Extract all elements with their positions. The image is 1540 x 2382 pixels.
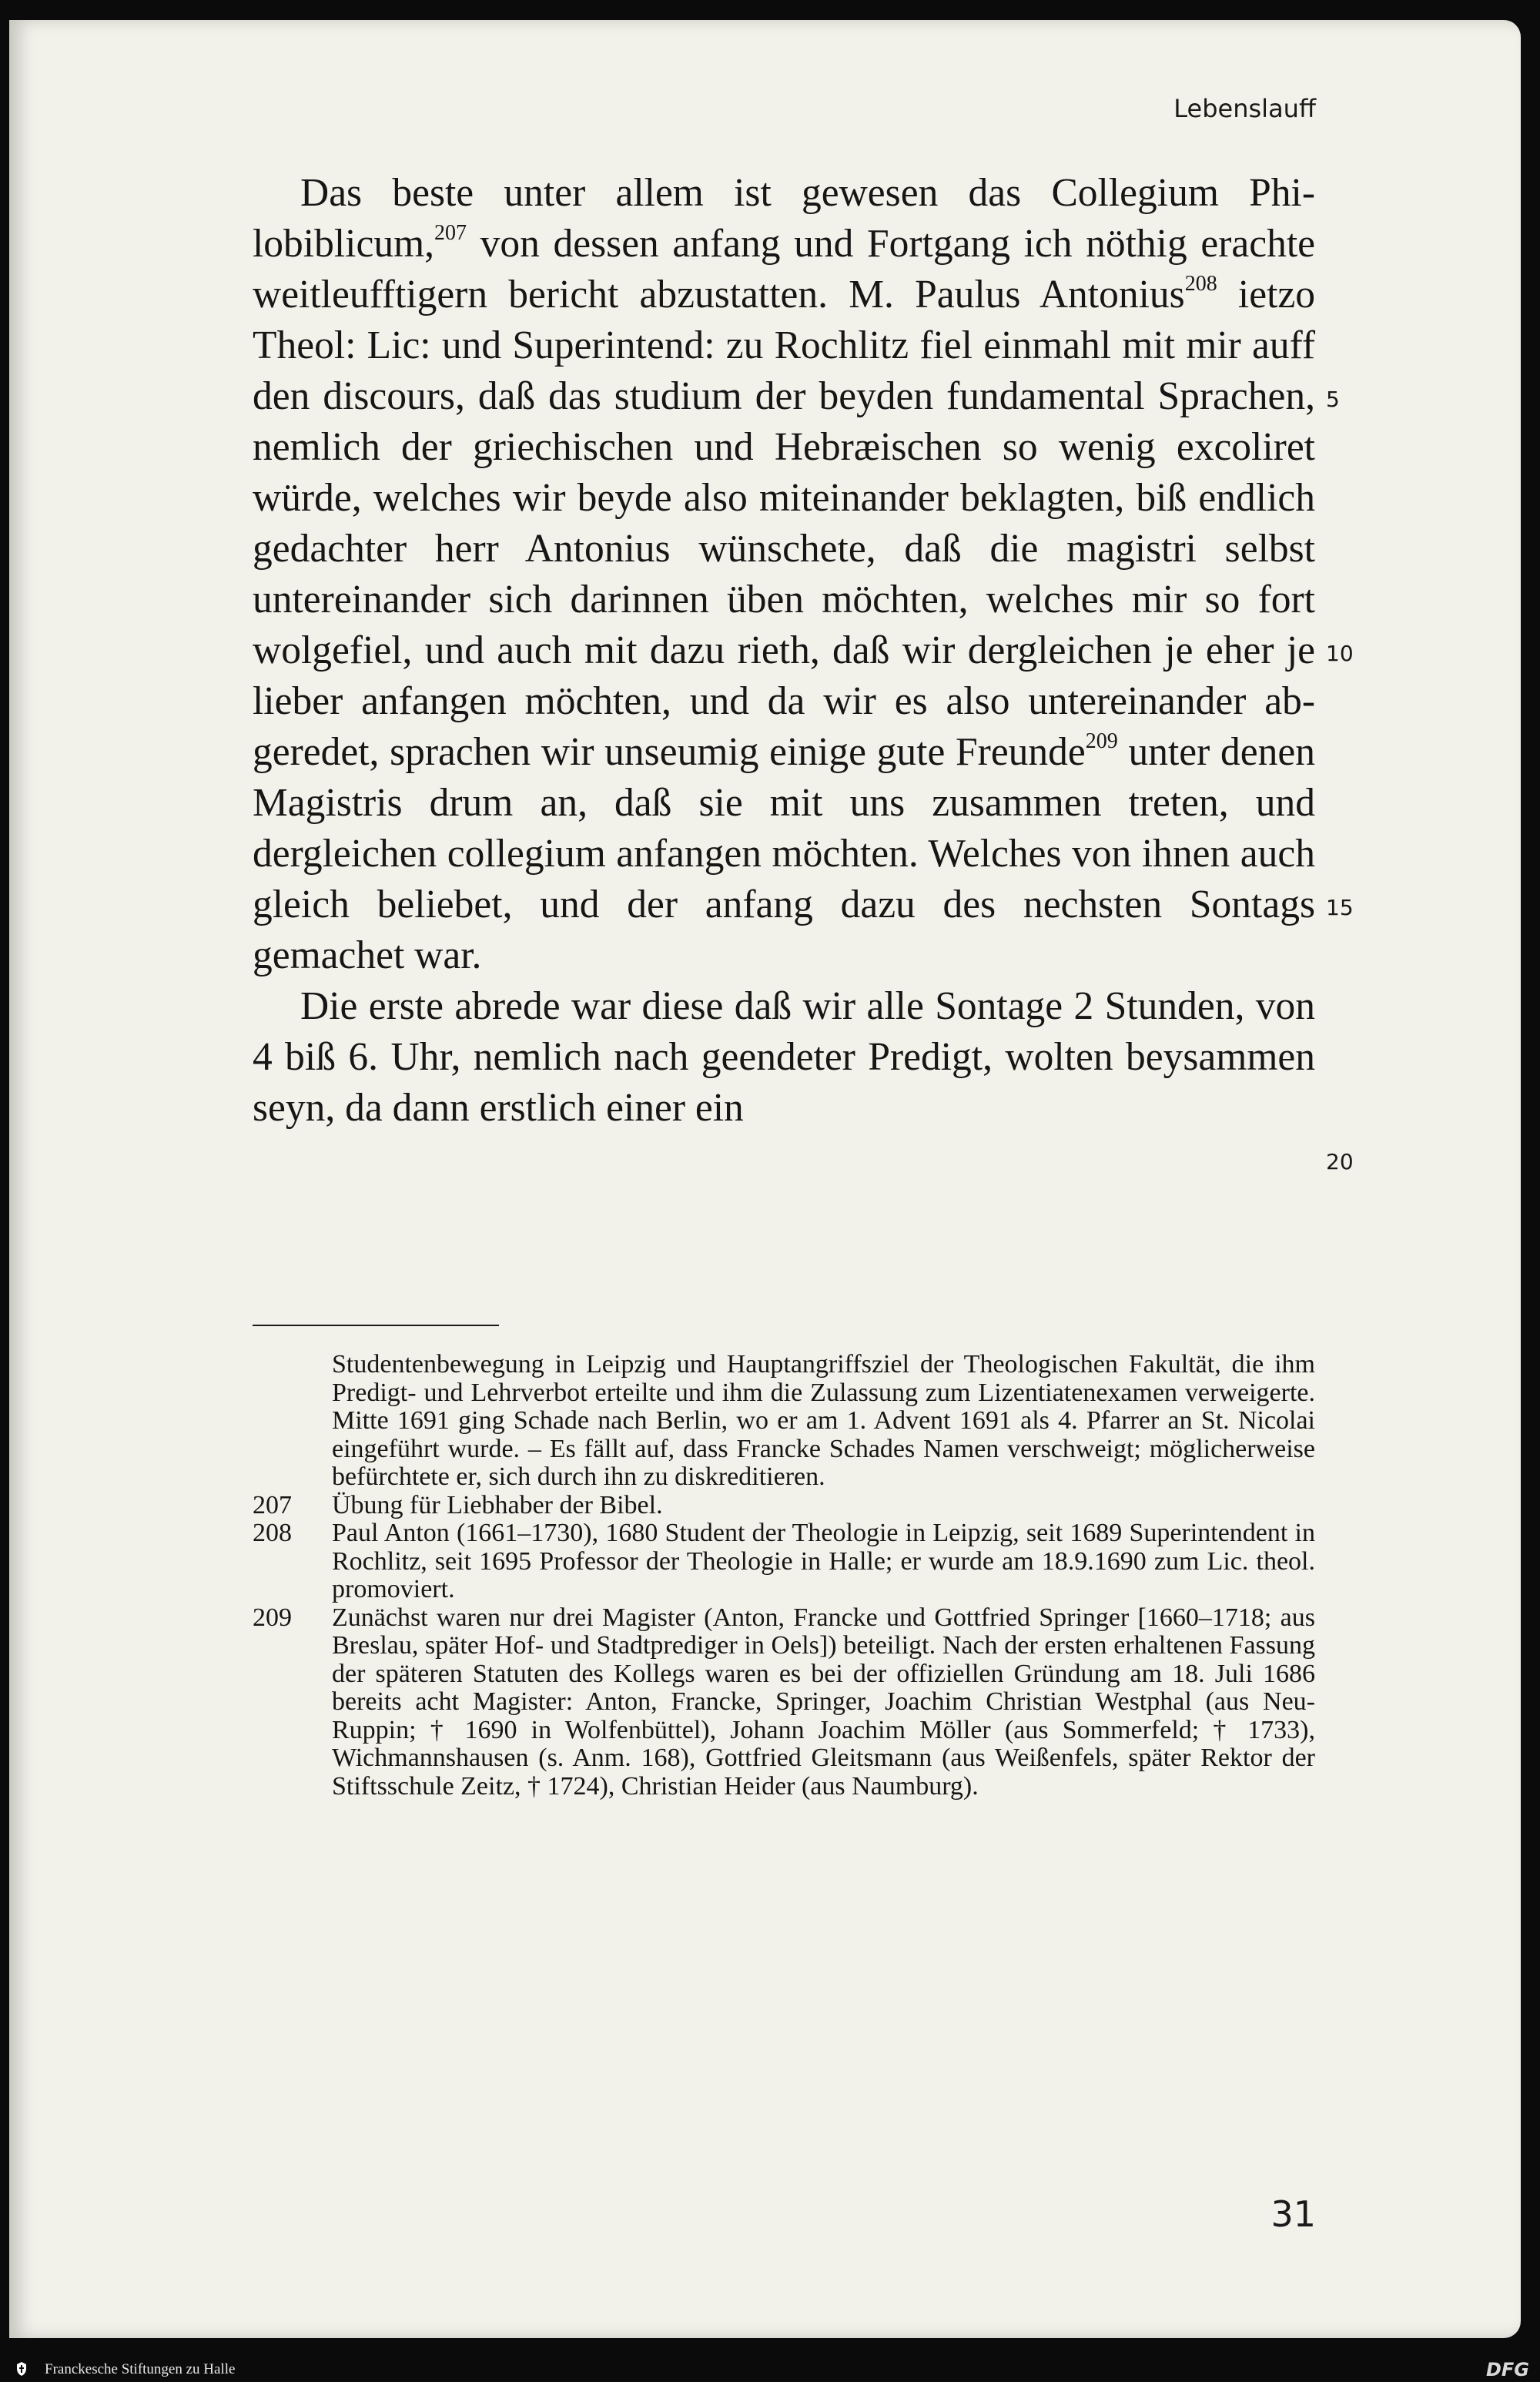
line-number: 5 — [1326, 387, 1340, 412]
institution-name: Franckesche Stiftungen zu Halle — [45, 2361, 236, 2377]
running-head: Lebenslauff — [1173, 94, 1316, 123]
text-run: unter denen Magistris drum an, daß sie mit uns zusammen treten, und dergleichen collegium anfangen möchten. Welches von ihnen auch gleich beliebet, und der anfang dazu des nechsten Sontags gemachet war. — [253, 730, 1315, 977]
footnote-number: 208 — [253, 1519, 292, 1547]
line-number: 20 — [1326, 1149, 1354, 1174]
book-page — [9, 20, 1521, 2338]
footnote-number: 209 — [253, 1603, 292, 1632]
footnote — [253, 1492, 1315, 1520]
footnote-text: Paul Anton (1661–1730), 1680 Student der Theologie in Leipzig, seit 1689 Superintendent in Rochlitz, seit 1695 Professor der Theologie in Halle; er wurde am 18.9.1690 zum Lic. theol. promoviert. — [332, 1519, 1315, 1603]
footnote-divider — [253, 1325, 499, 1326]
page-number: 31 — [1270, 2193, 1316, 2235]
footnote-number: 207 — [253, 1490, 292, 1519]
footnote-number — [253, 1351, 332, 1492]
footnote-marker: 209 — [1085, 729, 1118, 753]
paragraph — [253, 168, 1315, 981]
footnote-marker: 208 — [1184, 272, 1217, 296]
footnotes — [253, 1351, 1315, 1801]
footnote-text: Zunächst waren nur drei Magister (Anton, Francke und Gottfried Springer [1660–1718; aus Breslau, später Hof- und Stadtprediger in Oels]) beteiligt. Nach der ersten erhaltenen Fassung der späteren Statuten des Kollegs waren es bei der offiziellen Gründung am 18. Juli 1686 bereits acht Magister: Anton, Francke, Springer, Joachim Christian Westphal (aus Neu-Ruppin; † 1690 in Wolfenbüttel), Johann Joachim Möller (aus Sommerfeld; † 1733), Wichmannshausen (s. Anm. 168), Gottfried Gleitsmann (aus Weißenfels, später Rektor der Stiftsschule Zeitz, † 1724), Christian Heider (aus Naumburg). — [332, 1603, 1315, 1801]
viewer-footer — [0, 2357, 1540, 2382]
text-run: von dessen anfang und Fortgang ich nöthig erachte weitleufftigern bericht abzustatten. M. Paulus Antonius — [253, 222, 1315, 317]
crest-icon — [15, 2361, 28, 2377]
footnote-text: Übung für Liebhaber der Bibel. — [332, 1490, 663, 1519]
paragraph — [253, 981, 1315, 1134]
footnote — [253, 1519, 1315, 1604]
dfg-logo: DFG — [1485, 2359, 1529, 2380]
footnote-text: Studentenbewegung in Leipzig und Hauptangriffsziel der Theologischen Fakultät, die ihm Predigt- und Lehrverbot erteilte und ihm die Zulassung zum Lizentiatenexamen verweigerte. Mitte 1691 ging Schade nach Berlin, wo er am 1. Advent 1691 als 4. Pfarrer an St. Nicolai eingeführt wurde. – Es fällt auf, dass Francke Schades Namen verschweigt; möglicherweise befürchtete er, sich durch ihn zu diskreditieren. — [332, 1350, 1315, 1491]
footnote — [253, 1351, 1315, 1492]
text-run: Die erste abrede war diese daß wir alle Sontage 2 Stunden, von 4 biß 6. Uhr, nemlich nach geendeter Predigt, wolten beysammen seyn, da dann erstlich einer ein — [253, 984, 1315, 1130]
text-run: ietzo Theol: Lic: und Superintend: zu Rochlitz fiel einmahl mit mir auff den discours, daß das studium der beyden fundamental Sprachen, nemlich der griechischen und Hebræischen so wenig excoliret würde, welches wir beyde also miteinander beklagten, biß endlich gedachter herr Antonius wünschete, daß die magistri selbst untereinander sich darinnen üben möchten, welches mir so fort wolgefiel, und auch mit dazu rieth, daß wir dergleichen je eher je lieber anfangen möchten, und da wir es also untereinander abgeredet, sprachen wir unseumig einige gute Freunde — [253, 273, 1315, 774]
text-run: Das beste unter allem ist gewesen das Collegium Philobiblicum, — [253, 171, 1315, 266]
line-number: 10 — [1326, 641, 1354, 666]
footnote — [253, 1604, 1315, 1801]
main-text — [253, 168, 1315, 1134]
line-number: 15 — [1326, 895, 1354, 920]
footnote-marker: 207 — [434, 221, 467, 245]
